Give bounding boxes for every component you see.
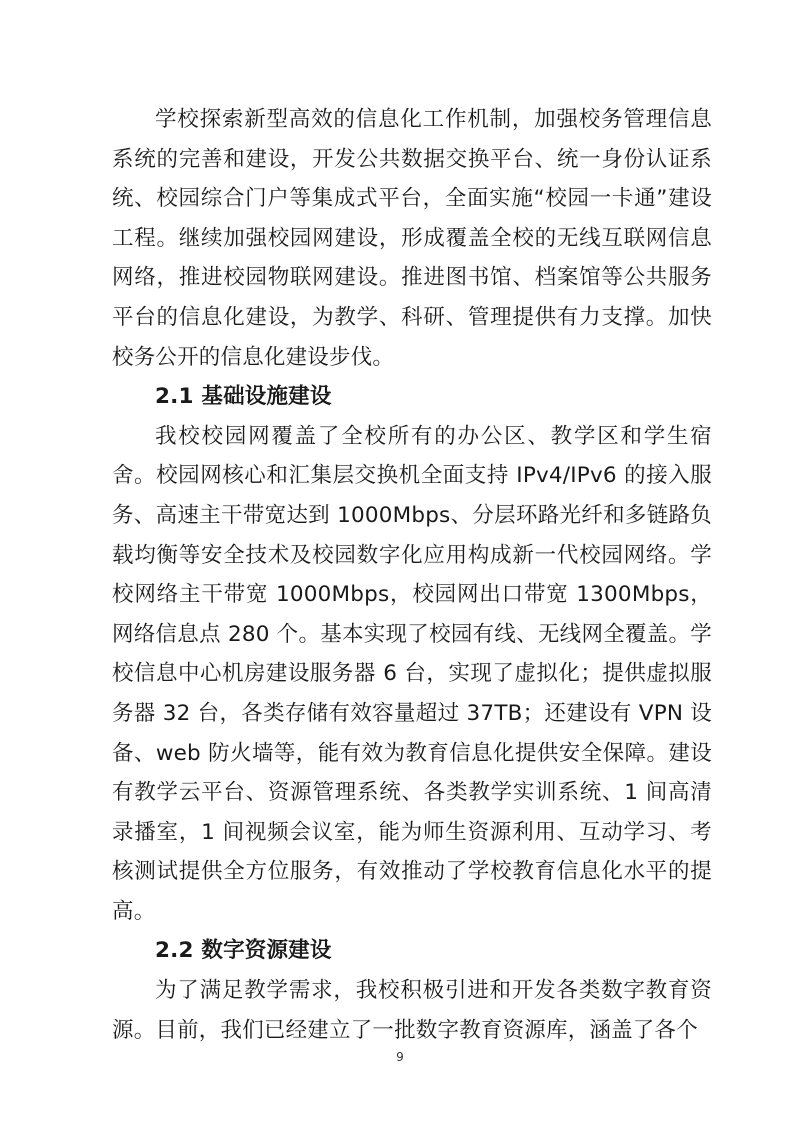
page-number: 9 [396,1050,404,1064]
section-2-2-paragraph: 为了满足教学需求，我校积极引进和开发各类数字教育资源。目前，我们已经建立了一批数字教育资源库，涵盖了各个 [112,978,712,1043]
section-heading-2-2: 2.2 数字资源建设 [155,938,332,964]
intro-paragraph: 学校探索新型高效的信息化工作机制，加强校务管理信息系统的完善和建设，开发公共数据交换平台、统一身份认证系统、校园综合门户等集成式平台，全面实施“校园一卡通”建设工程。继续加强校园网建设，形成覆盖全校的无线互联网信息网络，推进校园物联网建设。推进图书馆、档案馆等公共服务平台的信息化建设，为教学、科研、管理提供有力支撑。加快校务公开的信息化建设步伐。 [112,107,712,370]
section-heading-2-1: 2.1 基础设施建设 [155,384,332,410]
section-2-1-paragraph: 我校校园网覆盖了全校所有的办公区、教学区和学生宿舍。校园网核心和汇集层交换机全面支持 IPv4/IPv6 的接入服务、高速主干带宽达到 1000Mbps、分层环路光纤和多链路负载均衡等安全技术及校园数字化应用构成新一代校园网络。学校网络主干带宽 1000Mbps，校园网出口带宽 1300Mbps，网络信息点 280 个。基本实现了校园有线、无线网全覆盖。学校信息中心机房建设服务器 6 台，实现了虚拟化；提供虚拟服务器 32 台，各类存储有效容量超过 37TB；还建设有 VPN 设备、web 防火墙等，能有效为教育信息化提供安全保障。建设有教学云平台、资源管理系统、各类教学实训系统、1 间高清录播室，1 间视频会议室，能为师生资源利用、互动学习、考核测试提供全方位服务，有效推动了学校教育信息化水平的提高。 [112,423,712,924]
document-body [112,100,712,1050]
